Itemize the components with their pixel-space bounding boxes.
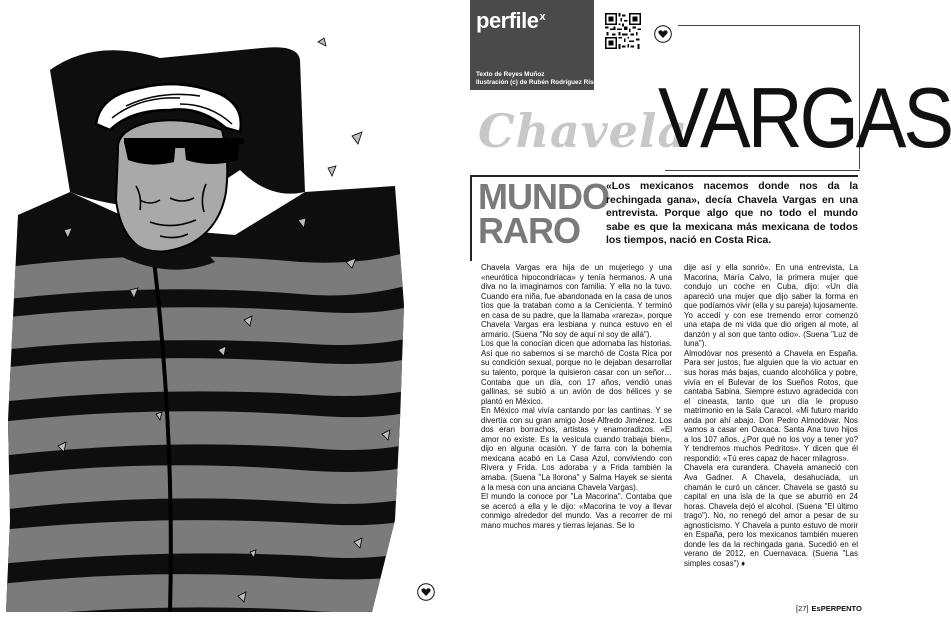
body-paragraph: dije así y ella sonrió». En una entrevista, La Macorina, María Calvo, la primera mujer que condujo un coche en Cuba, dijo: «Un día apareció una mujer que dijo saber la forma en que podíamos vivir (ella y su pareja) lujosamente. Yo accedí y con ese tremendo error comenzó una etapa de mi vida que dio origen al mote, al danzón y al son que tanto odio». (Suena "Luz de luna"). (684, 263, 858, 349)
page-footer (796, 604, 862, 613)
body-paragraph: El mundo la conoce por "La Macorina". Contaba que se acercó a ella y le dijo: «Macorina te voy a llevar conmigo alrededor del mundo. Vas a recorrer de mi mano muchos mares y tierras lejanas. Se lo (481, 492, 672, 530)
section-label (476, 8, 545, 34)
top-rule (678, 25, 860, 26)
qr-code-icon[interactable] (605, 13, 641, 49)
page-number: [27] (796, 604, 809, 613)
body-column-left (481, 263, 672, 530)
title-rule (665, 170, 860, 171)
body-paragraph: En México mal vivía cantando por las cantinas. Y se divertía con su gran amigo José Alfredo Jiménez. Los dos eran borrachos, artistas y enamoradizos. «El amor no existe. Es la vesícula cuando trabaja bien», dijo en alguna ocasión. Y de farra con la bohemia mexicana acabó en La Casa Azul, conviviendo con Rivera y Frida. Los adoraba y a Frida también la amaba. (Suena "La llorona" y Salma Hayek se sienta a la mesa con una anciana Chavela Vargas). (481, 406, 672, 492)
heart-icon (654, 25, 672, 43)
body-paragraph: Chavela era curandera. Chavela amaneció con Ava Gadner. A Chavela, desahuciada, un chamán le curó un cáncer. Chavela se gastó su capital en una isla de la que se aburrió en 24 horas. Chavela dejó el alcohol. (Suena "El último trago"). No, no renegó del amor a pesar de su agnosticismo. Y Chavela a punto estuvo de morir en España, pero los mexicanos también mueren donde les da la rechingada gana. Sucedió en el verano de 2012, en Cuernavaca. (Suena "Las simples cosas") ♦ (684, 463, 858, 568)
body-column-right (684, 263, 858, 569)
title-surname: VARGAS (658, 70, 951, 166)
chavela-illustration (0, 0, 440, 622)
heart-icon (417, 583, 435, 601)
section-mark: x (539, 10, 546, 23)
author-credit: Texto de Reyes Muñoz (476, 71, 545, 78)
section-label-text: perfile (476, 8, 539, 33)
illustrator-credit: Ilustración (c) de Rubén Rodríguez Risquez (476, 79, 609, 86)
body-paragraph: Almodóvar nos presentó a Chavela en España. Para ser justos, fue alguien que la vio actuar en sus horas más bajas, cuando alcohólica y pobre, vivía en el Bulevar de los Sueños Rotos, que cantaba Sabina. Siempre estuvo agradecida con el cineasta, tanto que un día le propuso matrimonio en la Sala Caracol. «Mi futuro marido anda por ahí abajo. Don Pedro Almodóvar. Nos vamos a casar en Oaxaca. Santa Ana tuvo hijos a los 107 años. ¿Por qué no los voy a tener yo? Y tendremos muchos Pedritos». Y dicen que él respondió: «Tú eres capaz de hacer milagros». (684, 348, 858, 463)
subtitle-line-2: RARO (478, 210, 580, 251)
magazine-name: EsPERPENTO (811, 604, 862, 613)
subtitle-line-1: MUNDO (478, 176, 609, 217)
lead-paragraph: «Los mexicanos nacemos donde nos da la rechingada gana», decía Chavela Vargas en una entrevista. Porque algo que no todo el mundo sabe es que la mexicana más mexicana de todos los tiempos, nació en Costa Rica. (606, 181, 858, 247)
subtitle (478, 176, 609, 251)
title-first-name: Chavela (478, 104, 689, 158)
credits (476, 71, 609, 87)
body-paragraph: Chavela Vargas era hija de un mujeriego y una «neurótica hipocondríaca» y tenía hermanos. A una diva no la imaginamos con familia. Y ella no la tuvo. Cuando era niña, fue abandonada en la casa de unos tíos que la trataban como a la Cenicienta. Y terminó en casa de su padre, que la llamaba «rareza», porque Chavela Vargas era lesbiana y nunca estuvo en el armario. (Suena "No soy de aquí ni soy de allá"). (481, 263, 672, 339)
body-paragraph: Los que la conocían dicen que adornaba las historias. Así que no sabemos si se marchó de Costa Rica por su condición sexual, porque no le dejaban desarrollar su talento, porque la quisieron casar con un señor… Contaba que un día, con 17 años, vendió unas gallinas, se subió a un avión de dos hélices y se plantó en México. (481, 339, 672, 406)
